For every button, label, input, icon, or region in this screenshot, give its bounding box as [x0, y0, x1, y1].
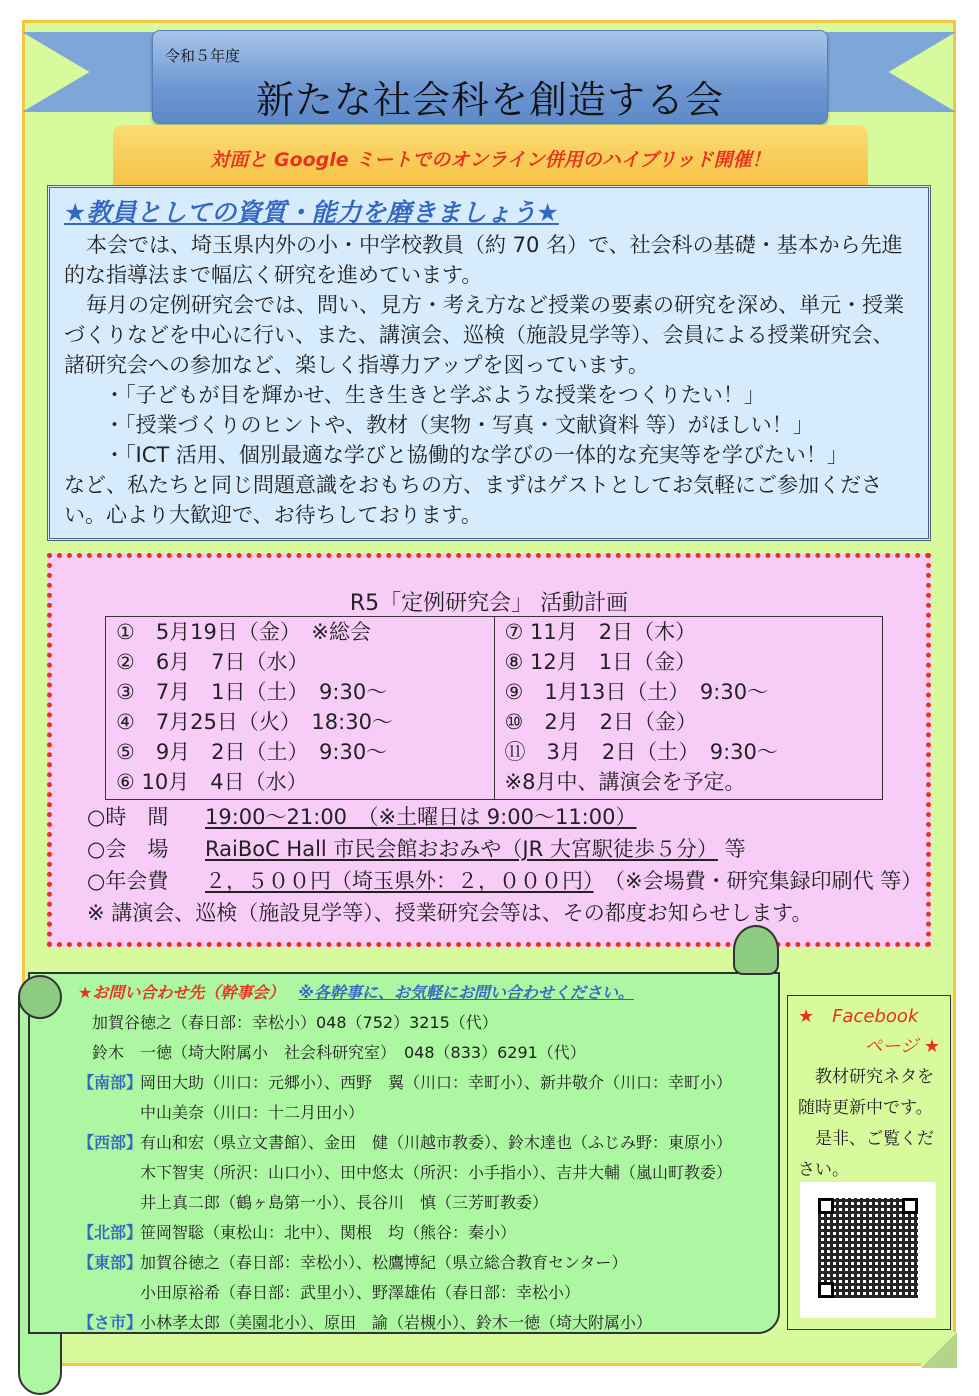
schedule-row: ④ 7月25日（火） 18:30～: [116, 710, 393, 734]
venue-value: RaiBoC Hall 市民会館おおみや（JR 大宮駅徒歩５分）: [205, 837, 718, 861]
contact-heading-note: ※各幹事に、お気軽にお問い合わせください。: [298, 983, 634, 1002]
region-members: 小田原裕希（春日部：武里小）、野澤雄佑（春日部：幸松小）: [140, 1283, 581, 1302]
meeting-info: [87, 801, 922, 929]
schedule-title: R5「定例研究会」 活動計画: [349, 591, 629, 616]
venue-suffix: 等: [717, 837, 746, 861]
schedule-row: ⑥ 10月 4日（水）: [116, 770, 308, 794]
schedule-row: ⑨ 1月13日（土） 9:30～: [504, 680, 769, 704]
title-ribbon: [152, 30, 828, 124]
qr-finder: [818, 1198, 834, 1214]
fee-value: ２，５００円（埼玉県外：２，０００円）: [205, 869, 594, 893]
region-south: [78, 1068, 732, 1098]
intro-paragraph: 本会では、埼玉県内外の小・中学校教員（約 70 名）で、社会科の基礎・基本から先進的な指導法まで幅広く研究を進めています。: [64, 233, 903, 287]
schedule-row: ③ 7月 1日（土） 9:30～: [116, 680, 388, 704]
fee-suffix: （※会場費・研究集録印刷代 等）: [593, 869, 923, 893]
intro-paragraph: 毎月の定例研究会では、問い、見方・考え方など授業の要素の研究を深め、単元・授業づくりなどを中心に行い、また、講演会、巡検（施設見学等）、会員による授業研究会、諸研究会への参加など、楽しく指導力アップを図っています。: [64, 293, 905, 377]
intro-section: [47, 185, 931, 541]
schedule-row: ② 6月 7日（水）: [116, 650, 309, 674]
banner-text: 対面と Google ミートでのオンライン併用のハイブリッド開催！: [210, 149, 771, 171]
region-east: [78, 1248, 732, 1278]
schedule-row: ⑪ 3月 2日（土） 9:30～: [504, 740, 778, 764]
schedule-section: [47, 553, 931, 947]
venue-line: [87, 833, 922, 865]
region-label: 【西部】: [78, 1133, 143, 1152]
facebook-box: [787, 995, 951, 1330]
region-members: 有山和宏（県立文書館）、金田 健（川越市教委）、鈴木達也（ふじみ野：東原小）: [140, 1133, 733, 1152]
schedule-row: ⑩ 2月 2日（金）: [504, 710, 698, 734]
region-label: 【北部】: [78, 1223, 143, 1242]
page-title: 新たな社会科を創造する会: [255, 78, 724, 122]
fiscal-year-label: 令和５年度: [165, 47, 241, 65]
schedule-row: ⑦ 11月 2日（木）: [504, 620, 697, 644]
facebook-text: 教材研究ネタを随時更新中です。: [798, 1067, 934, 1118]
region-label: 【さ市】: [78, 1313, 143, 1332]
schedule-row: ⑧ 12月 1日（金）: [504, 650, 697, 674]
time-value: 19:00～21:00 （※土曜日は 9:00～11:00）: [205, 805, 637, 829]
fee-label: ○年会費: [87, 869, 169, 893]
region-members: 中山美奈（川口：十二月田小）: [140, 1103, 365, 1122]
intro-bullet: ・「子どもが目を輝かせ、生き生きと学ぶような授業をつくりたい！」: [104, 383, 765, 407]
region-saitama-city: [78, 1308, 732, 1338]
region-members: 木下智実（所沢：山口小）、田中悠太（所沢：小手指小）、吉井大輔（嵐山町教委）: [140, 1163, 733, 1182]
schedule-column-left: [106, 617, 494, 799]
contact-heading-text: ★お問い合わせ先（幹事会）: [78, 983, 285, 1002]
page-fold-corner: [921, 1332, 957, 1368]
region-members: 加賀谷徳之（春日部：幸松小）、松鷹博紀（県立総合教育センター）: [140, 1253, 628, 1272]
region-members: 井上真二郎（鶴ヶ島第一小）、長谷川 慎（三芳町教委）: [140, 1193, 549, 1212]
intro-closing: など、私たちと同じ問題意識をおもちの方、まずはゲストとしてお気軽にご参加ください。心より大歓迎で、お待ちしております。: [64, 473, 883, 527]
facebook-title-line: ページ ★: [864, 1036, 940, 1057]
scroll-left-curl: [18, 975, 62, 1019]
facebook-title: [798, 1002, 940, 1062]
region-members: 岡田大助（川口：元郷小）、西野 翼（川口：幸町小）、新井敬介（川口：幸町小）: [140, 1073, 733, 1092]
schedule-footnote: ※ 講演会、巡検（施設見学等）、授業研究会等は、その都度お知らせします。: [87, 901, 813, 925]
qr-finder: [902, 1198, 918, 1214]
contact-main: 鈴木 一徳（埼大附属小 社会科研究室） 048（833）6291（代）: [92, 1043, 586, 1062]
schedule-column-right: [494, 617, 883, 799]
region-members: 小林孝太郎（美園北小）、原田 諭（岩槻小）、鈴木一徳（埼大附属小）: [140, 1313, 653, 1332]
fee-line: [87, 865, 922, 897]
venue-label: ○会 場: [87, 837, 169, 861]
region-label: 【東部】: [78, 1253, 143, 1272]
intro-bullet: ・「ICT 活用、個別最適な学びと協働的な学びの一体的な充実等を学びたい！」: [104, 443, 848, 467]
region-west: [78, 1128, 732, 1158]
intro-bullet: ・「授業づくりのヒントや、教材（実物・写真・文献資料 等）がほしい！」: [104, 413, 814, 437]
time-label: ○時 間: [87, 805, 169, 829]
facebook-text: 是非、ご覧ください。: [798, 1129, 934, 1180]
schedule-row: ① 5月19日（金） ※総会: [116, 620, 372, 644]
schedule-table: [105, 616, 883, 800]
time-line: [87, 801, 922, 833]
facebook-title-line: ★ Facebook: [798, 1006, 919, 1027]
facebook-qr-code[interactable]: [800, 1182, 936, 1318]
intro-heading: ★教員としての資質・能力を磨きましょう★: [64, 198, 559, 227]
region-members: 笹岡智聡（東松山：北中）、関根 均（熊谷：秦小）: [140, 1223, 517, 1242]
contact-main: 加賀谷徳之（春日部：幸松小）048（752）3215（代）: [92, 1013, 498, 1032]
hybrid-banner: [113, 125, 868, 187]
region-label: 【南部】: [78, 1073, 143, 1092]
contact-heading: [78, 978, 732, 1008]
schedule-row: ⑤ 9月 2日（土） 9:30～: [116, 740, 388, 764]
qr-finder: [818, 1282, 834, 1298]
scroll-top-curl: [733, 925, 779, 975]
contact-section: [78, 978, 732, 1338]
region-north: [78, 1218, 732, 1248]
schedule-note: ※8月中、講演会を予定。: [504, 770, 746, 794]
